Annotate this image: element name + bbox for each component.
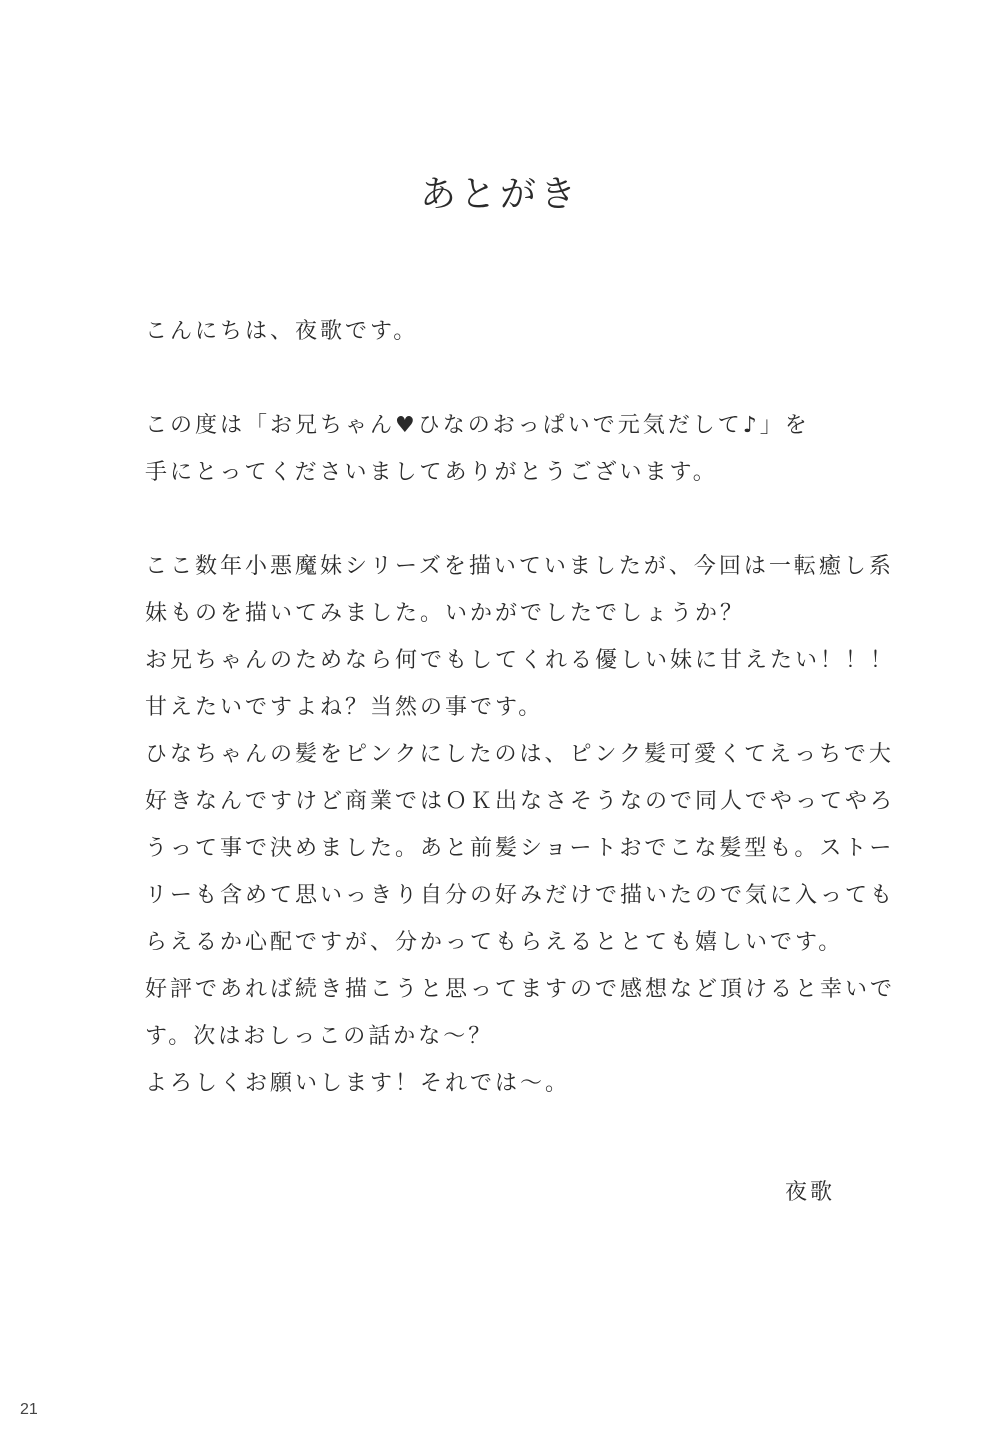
author-signature: 夜歌 [785,1180,836,1205]
paragraph-line: ここ数年小悪魔妹シリーズを描いていましたが、今回は一転癒し系 [145,554,894,579]
paragraph-line: お兄ちゃんのためなら何でもしてくれる優しい妹に甘えたい！！！ [145,648,896,673]
page-number: 21 [20,1401,38,1418]
page-title: あとがき [419,174,580,215]
paragraph-line: 甘えたいですよね？当然の事です。 [145,695,544,720]
paragraph-line: うって事で決めました。あと前髪ショートおでこな髪型も。ストー [145,836,895,861]
paragraph-spacer [145,355,875,402]
paragraph-line: 好評であれば続き描こうと思ってますので感想など頂けると幸いで [145,977,896,1002]
afterword-body [145,308,896,1107]
paragraph-spacer [145,496,875,543]
paragraph-line: 好きなんですけど商業ではＯＫ出なさそうなので同人でやってやろ [145,789,896,814]
paragraph-line: この度は「お兄ちゃん♥ひなのおっぱいで元気だして♪」を [145,413,810,438]
paragraph-line: リーも含めて思いっきり自分の好みだけで描いたので気に入っても [145,883,896,908]
paragraph-line: よろしくお願いします！それでは～。 [145,1071,571,1096]
paragraph-line: ひなちゃんの髪をピンクにしたのは、ピンク髪可愛くてえっちで大 [145,742,894,767]
greeting-line: こんにちは、夜歌です。 [145,319,419,344]
paragraph-line: らえるか心配ですが、分かってもらえるととても嬉しいです。 [145,930,844,955]
paragraph-line: す。次はおしっこの話かな～？ [145,1024,494,1049]
paragraph-line: 手にとってくださいましてありがとうございます。 [145,460,718,485]
paragraph-line: 妹ものを描いてみました。いかがでしたでしょうか？ [145,601,746,626]
